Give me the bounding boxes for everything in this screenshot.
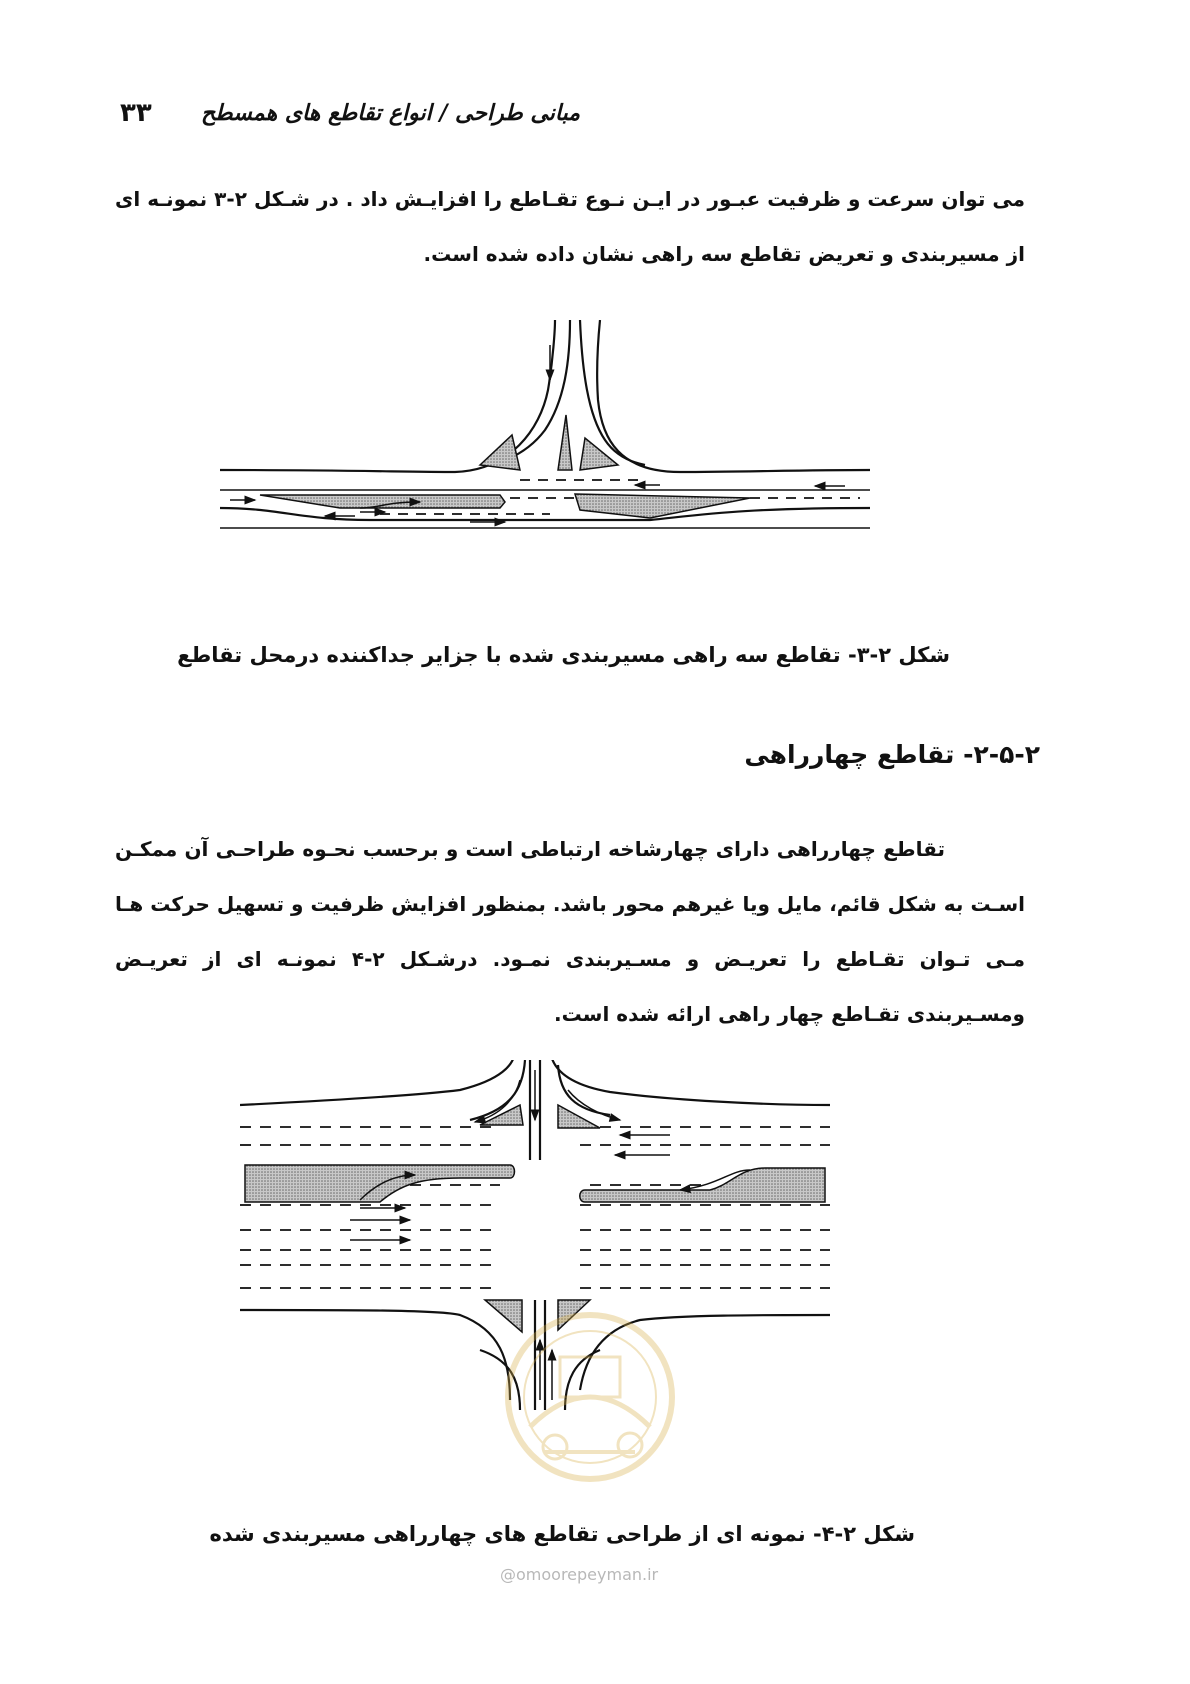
paragraph-text: می توان سرعت و ظرفیت عبـور در ایـن نـوع تقـاطع را افزایـش داد . در شـكل ۲-۳ نمونـه ای از مسیربندی و تعریض تقاطع سه راهی نشان داده شده است. (115, 187, 1025, 266)
median-island-right (575, 494, 750, 518)
figure-caption-4: شكل ۲-۴- نمونه ای از طراحی تقاطع های چهارراهی مسیربندی شده (209, 1522, 915, 1546)
page-header (120, 98, 580, 138)
splitter-island-center (558, 415, 572, 470)
figure-three-leg-intersection (220, 320, 870, 530)
median-island-west (245, 1165, 515, 1202)
paragraph-text: تقاطع چهارراهی دارای چهارشاخه ارتباطی است و برحسب نحـوه طراحـی آن ممكـن اسـت به شكل قائم، مایل ویا غیرهم محور باشد. بمنظور افزایش ظرفیت و تسهیل حركت هـا مـی تـوان تقـاطع را تعریـض و مسـیربندی نمـود. درشـكل ۲-۴ نمونـه ای از تعریـض ومسـیربندی تقـاطع چهار راهی ارائه شده است. (115, 837, 1025, 1026)
page-number: ۳۳ (120, 98, 152, 128)
watermark-logo (490, 1297, 690, 1537)
watermark-url: @omoorepeyman.ir (500, 1565, 659, 1584)
paragraph-intro (115, 172, 1025, 282)
corner-island-ne (558, 1105, 600, 1128)
splitter-island-left (480, 435, 520, 470)
running-title: مبانی طراحی / انواع تقاطع های همسطح (200, 100, 580, 126)
section-heading: ۲-۵-۲- تقاطع چهارراهی (744, 740, 1040, 769)
paragraph-four-leg (115, 822, 1025, 1042)
figure-caption-3: شكل ۲-۳- تقاطع سه راهی مسیربندی شده با جزایر جداكننده درمحل تقاطع (177, 643, 950, 667)
